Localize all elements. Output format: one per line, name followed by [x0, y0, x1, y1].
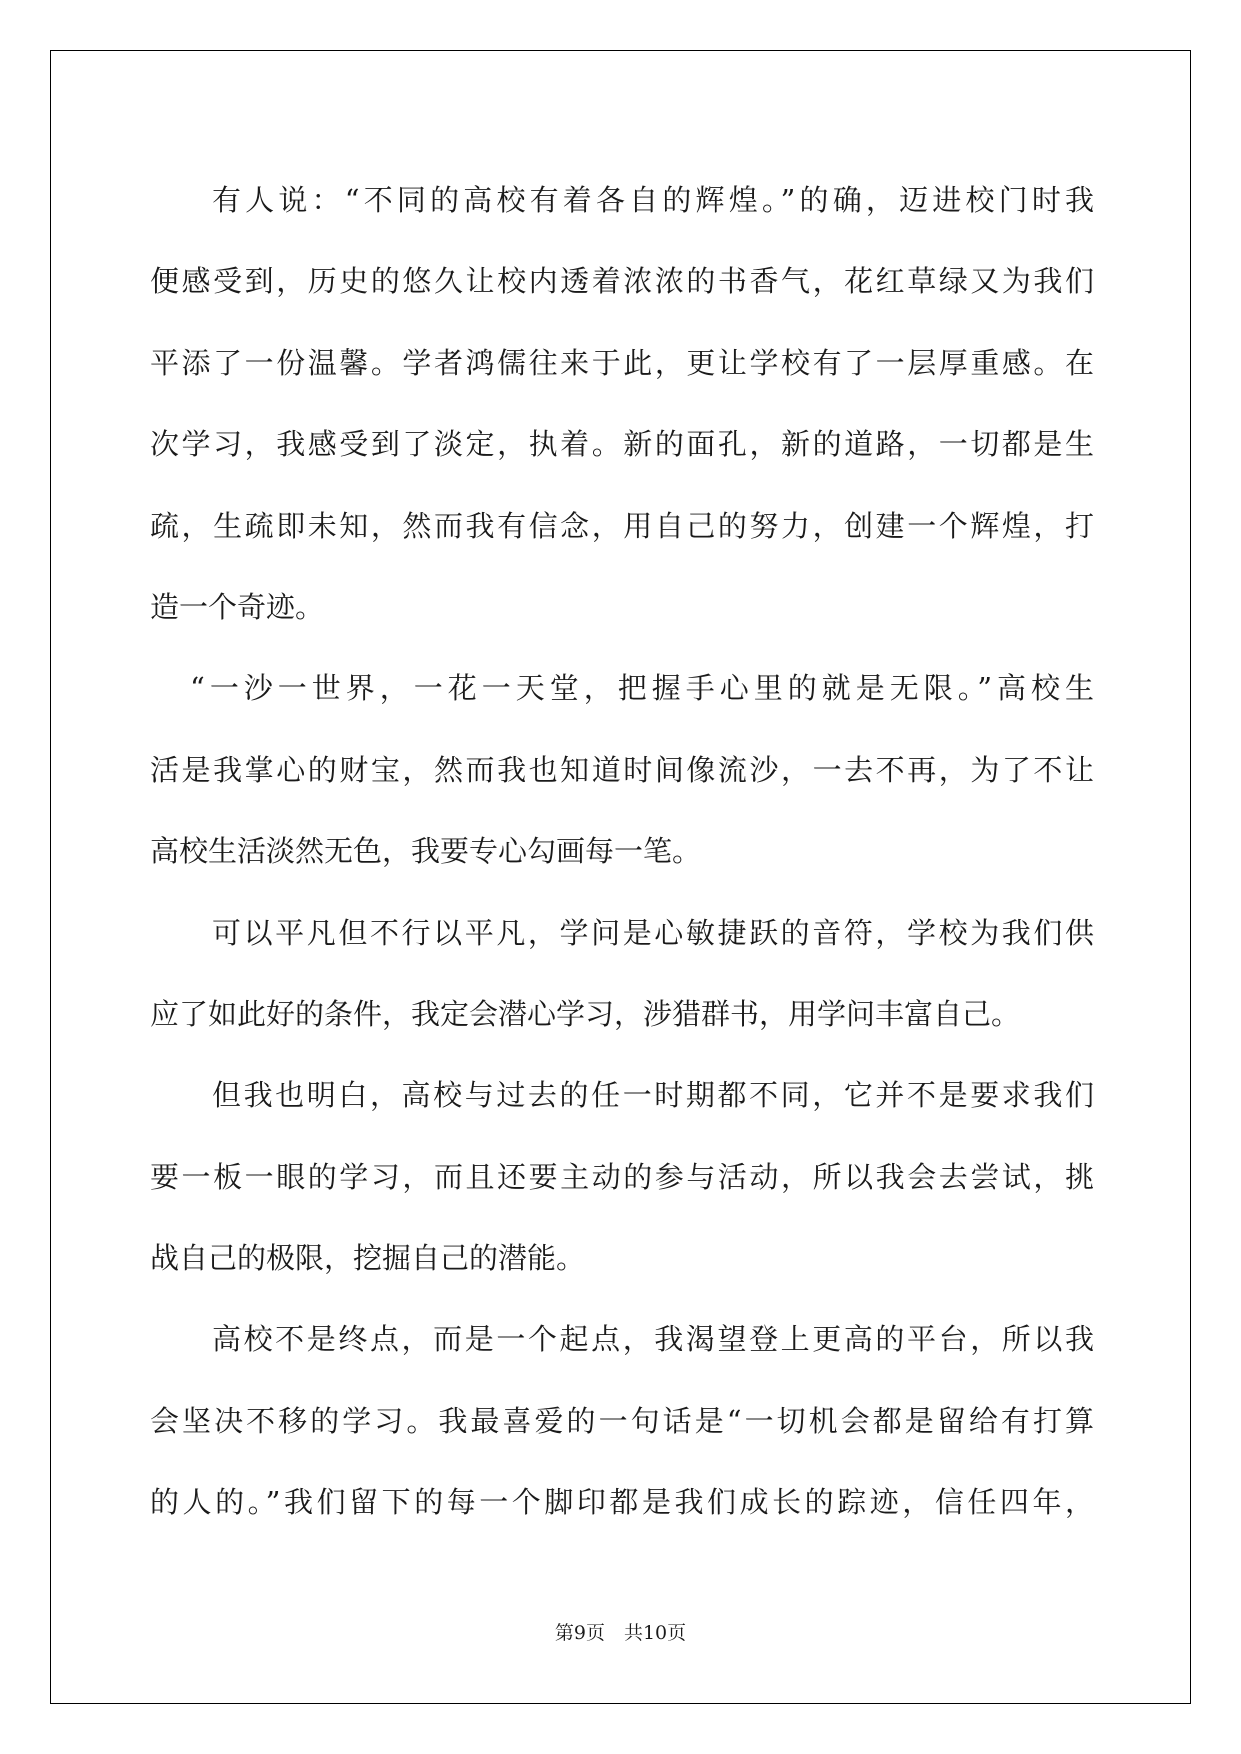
text-line: 疏，生疏即未知，然而我有信念，用自己的努力，创建一个辉煌，打	[150, 508, 1094, 543]
text-line: 可以平凡但不行以平凡，学问是心敏捷跃的音符，学校为我们供	[212, 915, 1094, 950]
text-line: 战自己的极限，挖掘自己的潜能。	[150, 1241, 586, 1276]
text-line: 活是我掌心的财宝，然而我也知道时间像流沙，一去不再，为了不让	[150, 752, 1094, 787]
text-line: 要一板一眼的学习，而且还要主动的参与活动，所以我会去尝试，挑	[150, 1159, 1094, 1194]
page-number-footer: 第9页 共10页	[554, 1622, 687, 1644]
text-line: “一沙一世界，一花一天堂，把握手心里的就是无限。”高校生	[190, 671, 1094, 706]
text-line: 高校生活淡然无色，我要专心勾画每一笔。	[150, 834, 702, 869]
text-line: 次学习，我感受到了淡定，执着。新的面孔，新的道路，一切都是生	[150, 427, 1094, 462]
text-line: 会坚决不移的学习。我最喜爱的一句话是“一切机会都是留给有打算	[150, 1403, 1094, 1438]
text-line: 平添了一份温馨。学者鸿儒往来于此，更让学校有了一层厚重感。在	[150, 345, 1094, 380]
text-line: 高校不是终点，而是一个起点，我渴望登上更高的平台，所以我	[212, 1322, 1094, 1357]
text-line: 便感受到，历史的悠久让校内透着浓浓的书香气，花红草绿又为我们	[150, 264, 1094, 299]
text-line: 但我也明白，高校与过去的任一时期都不同，它并不是要求我们	[212, 1078, 1094, 1113]
document-body	[150, 160, 1094, 1544]
text-line: 的人的。”我们留下的每一个脚印都是我们成长的踪迹，信任四年，	[150, 1485, 1094, 1520]
text-line: 应了如此好的条件，我定会潜心学习，涉猎群书，用学问丰富自己。	[150, 996, 1021, 1031]
text-line: 造一个奇迹。	[150, 589, 325, 624]
text-line: 有人说：“不同的高校有着各自的辉煌。”的确，迈进校门时我	[212, 183, 1094, 217]
